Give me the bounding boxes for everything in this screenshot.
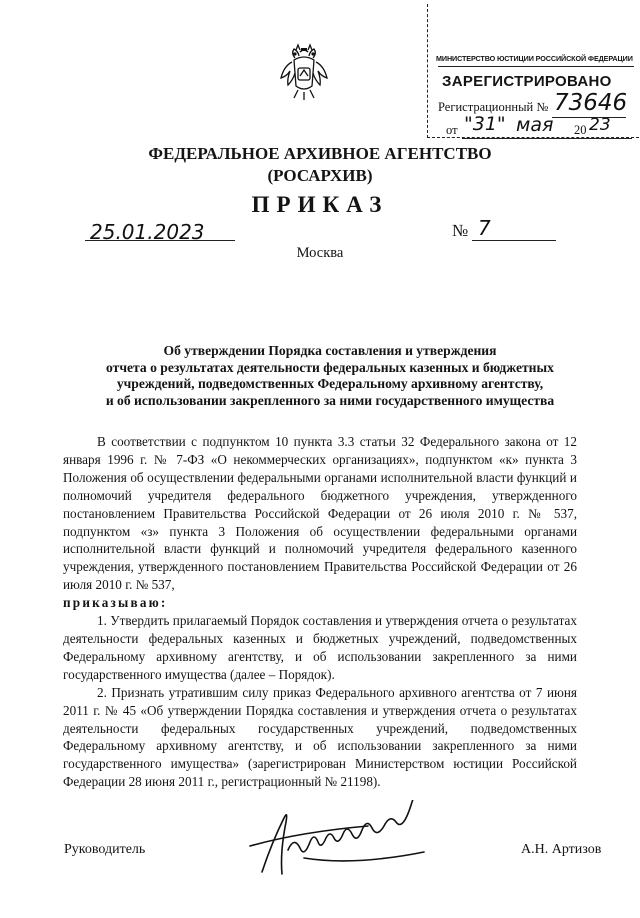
- city: Москва: [296, 245, 344, 261]
- number-underline: [472, 240, 556, 241]
- subject-line-4: и об использовании закрепленного за ними государственного имущества: [105, 392, 555, 408]
- order-subject: [40, 343, 620, 409]
- stamp-registered: ЗАРЕГИСТРИРОВАНО: [442, 73, 612, 90]
- stamp-date-month: мая: [516, 114, 554, 136]
- coat-of-arms-emblem: [278, 40, 330, 106]
- subject-line-3: учреждений, подведомственных Федеральному архивному агентству,: [116, 376, 544, 392]
- item-2-paragraph: 2. Признать утратившим силу приказ Федерального архивного агентства от 7 июня 2011 г. № 45 «Об утверждении Порядка составления и утверждения отчета о результатах деятельности федеральных государственных учреждений, подведомственных Федеральному архивному агентству, и об использовании закрепленного за ними государственного имущества» (зарегистрирован Министерством юстиции Российской Федерации 28 июня 2011 г., регистрационный № 21198).: [63, 684, 577, 790]
- stamp-divider: [438, 66, 634, 67]
- order-date: 25.01.2023: [90, 220, 205, 244]
- stamp-date-from: от: [446, 123, 458, 137]
- stamp-date-year-print: 20: [574, 123, 587, 137]
- signatory-position: Руководитель: [64, 842, 146, 857]
- agency-line-2: (РОСАРХИВ): [267, 166, 373, 185]
- order-word: приказываю:: [63, 595, 168, 611]
- preamble-paragraph: В соответствии с подпунктом 10 пункта 3.3 статьи 32 Федерального закона от 12 января 1996 г. № 7-ФЗ «О некоммерческих организациях», подпунктом «к» пункта 3 Положения об осуществлении федеральными органами исполнительной власти функций и полномочий учредителя федерального бюджетного учреждения, утвержденного постановлением Правительства Российской Федерации от 26 июля 2010 г. № 537, подпунктом «з» пункта 3 Положения об осуществлении федеральными органами исполнительной власти функций и полномочий учредителя федерального казенного учреждения, утвержденного постановлением Правительства Российской Федерации от 26 июля 2010 г. № 537,: [63, 434, 577, 593]
- registration-stamp: [427, 4, 639, 138]
- stamp-reg-label: Регистрационный №: [438, 100, 549, 114]
- agency-name: [0, 143, 640, 187]
- date-underline: [85, 240, 235, 241]
- signatory-name: А.Н. Артизов: [521, 842, 602, 857]
- stamp-date-day: "31": [464, 113, 506, 135]
- subject-line-1: Об утверждении Порядка составления и утверждения: [163, 343, 497, 358]
- stamp-ministry: МИНИСТЕРСТВО ЮСТИЦИИ РОССИЙСКОЙ ФЕДЕРАЦИИ: [436, 54, 633, 63]
- stamp-date-year-hand: 23: [589, 115, 611, 135]
- handwritten-signature: [244, 800, 504, 882]
- order-number-label: №: [452, 221, 469, 240]
- document-title: ПРИКАЗ: [251, 192, 389, 217]
- agency-line-1: ФЕДЕРАЛЬНОЕ АРХИВНОЕ АГЕНТСТВО: [148, 144, 492, 163]
- subject-line-2: отчета о результатах деятельности федеральных казенных и бюджетных: [106, 359, 554, 375]
- order-number: 7: [478, 216, 491, 240]
- stamp-reg-number: 73646: [554, 90, 628, 116]
- item-1-paragraph: 1. Утвердить прилагаемый Порядок составления и утверждения отчета о результатах деятельности федеральных казенных и бюджетных учреждений, подведомственных Федеральному архивному агентству, и об использовании закрепленного за ними государственного имущества (далее – Порядок).: [63, 613, 577, 682]
- order-body: [63, 433, 577, 791]
